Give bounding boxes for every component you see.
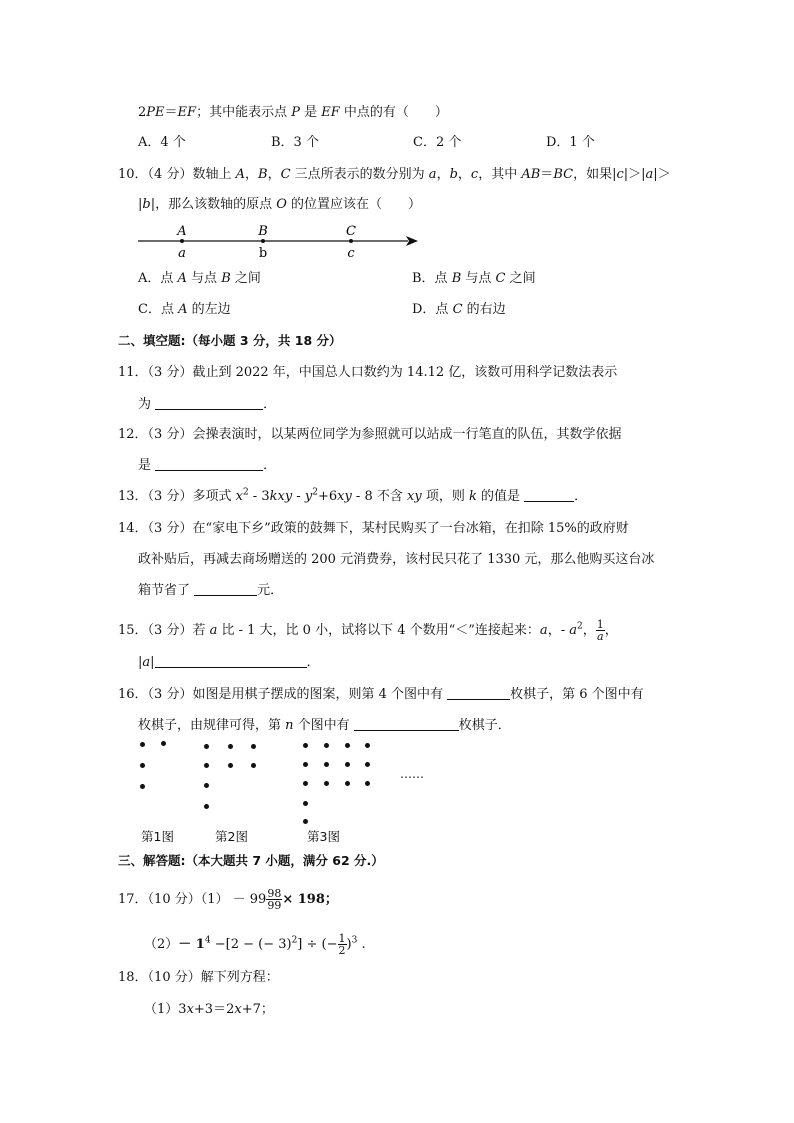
chess-piece: [365, 781, 370, 786]
q10-option-d: D．点 C 的右边: [412, 302, 506, 317]
chess-piece: [251, 763, 256, 768]
q11-stem-line1: 11．（3 分）截止到 2022 年，中国总人口数约为 14.12 亿，该数可用科学记数法表示: [118, 365, 618, 380]
number-line-point-b: [261, 239, 265, 243]
chess-piece: [204, 763, 209, 768]
chess-piece: [345, 743, 350, 748]
chess-piece: [140, 742, 145, 747]
chess-piece: [161, 741, 166, 746]
label-b: b: [258, 246, 268, 261]
q11-answer-blank[interactable]: [155, 396, 263, 410]
q15-answer-blank[interactable]: [155, 654, 307, 668]
q14-stem-line2: 政补贴后，再减去商场赠送的 200 元消费券，该村民只花了 1330 元，那么他购买这台冰: [138, 552, 655, 567]
figure-label-1: 第1图: [141, 829, 174, 844]
q16-stem-line2: 枚棋子，由规律可得，第 n 个图中有 枚棋子．: [138, 718, 511, 733]
chess-piece: [345, 762, 350, 767]
q10-stem-line2: |b|，那么该数轴的原点 O 的位置应该在（ ）: [138, 197, 422, 212]
q11-stem-line2: 为 ．: [138, 397, 277, 412]
q14-stem-line1: 14．（3 分）在“家电下乡”政策的鼓舞下，某村民购买了一台冰箱，在扣除 15%的政府财: [118, 521, 629, 536]
q12-stem-line2: 是 ．: [138, 458, 277, 473]
chess-piece: [140, 763, 145, 768]
label-c: c: [347, 246, 355, 261]
number-line-point-a: [180, 239, 184, 243]
chess-piece: [303, 801, 308, 806]
chess-piece: [228, 763, 233, 768]
q10-option-a: A．点 A 与点 B 之间: [138, 271, 261, 286]
q12-stem-line1: 12．（3 分）会操表演时，以某两位同学为参照就可以站成一行笔直的队伍，其数学依据: [118, 427, 622, 442]
q17-p2-fraction: $\frac{1}{2}$: [338, 932, 346, 957]
q17-p1-fraction: $\frac{98}{99}$: [267, 887, 282, 912]
figure-label-2: 第2图: [215, 829, 248, 844]
figure-ellipsis: ……: [400, 767, 424, 781]
q9-option-a: A．4 个: [138, 135, 186, 150]
q15-fraction: $\frac{1}{a}$: [596, 618, 604, 643]
q16-answer-blank-fig4[interactable]: [447, 686, 510, 700]
chess-piece: [303, 819, 308, 824]
chess-piece: [204, 744, 209, 749]
chess-piece: [345, 781, 350, 786]
chess-piece: [324, 781, 329, 786]
q9-option-b: B．3 个: [271, 135, 319, 150]
label-C: C: [346, 224, 356, 239]
q12-answer-blank[interactable]: [155, 457, 263, 471]
chess-piece: [204, 783, 209, 788]
q9-option-d: D．1 个: [546, 135, 595, 150]
label-A: A: [177, 224, 187, 239]
number-line-figure: [130, 220, 430, 262]
q10-stem-line1: 10．（4 分）数轴上 A，B，C 三点所表示的数分别为 a，b，c，其中 AB＝BC，如果|c|＞|a|＞: [118, 167, 671, 182]
q13-answer-blank[interactable]: [524, 488, 574, 502]
q13-stem: 13．（3 分）多项式 $x^2 - 3kxy - y^2+6xy - 8$ 不含 xy 项，则 k 的值是 ．: [118, 487, 588, 504]
q18-stem: 18．（10 分）解下列方程：: [118, 970, 279, 985]
q18-part1: （1）3x+3＝2x+7；: [144, 1002, 274, 1017]
chess-piece: [140, 784, 145, 789]
chess-piece: [324, 743, 329, 748]
q15-stem-line2: |a| ．: [138, 655, 320, 670]
section-heading-solve: 三、解答题:（本大题共 7 小题，满分 62 分.）: [118, 853, 384, 868]
chess-piece: [303, 762, 308, 767]
chess-piece: [303, 743, 308, 748]
number-line-point-c: [349, 239, 353, 243]
figure-label-3: 第3图: [307, 829, 340, 844]
chess-piece: [204, 804, 209, 809]
label-B: B: [258, 224, 268, 239]
q14-stem-line3: 箱节省了 元．: [138, 583, 284, 598]
q14-answer-blank[interactable]: [194, 582, 257, 596]
chess-piece: [365, 743, 370, 748]
chess-piece: [324, 762, 329, 767]
label-a: a: [178, 246, 186, 261]
chess-piece: [365, 762, 370, 767]
q10-option-c: C．点 A 的左边: [138, 302, 231, 317]
chess-piece: [228, 744, 233, 749]
q9-stem-line: 2PE＝EF；其中能表示点 P 是 EF 中点的有（ ）: [138, 105, 448, 120]
q16-stem-line1: 16．（3 分）如图是用棋子摆成的图案，则第 4 个图中有 枚棋子，第 6 个图中有: [118, 687, 644, 702]
q9-option-c: C．2 个: [413, 135, 462, 150]
q17-part2: $(2)- 1^4 -[2$ − (− 3)$^2$] ÷ (− $\frac{1}{2}$ )$^3$ .: [144, 932, 366, 957]
q15-stem-line1: 15．（3 分）若 a 比 - 1 大，比 0 小，试将以下 4 个数用“＜”连接起来：a，- $a^2$， $\frac{1}{a}$ ，: [118, 618, 618, 643]
section-heading-fill-in: 二、填空题:（每小题 3 分，共 18 分）: [118, 333, 342, 348]
chess-piece: [303, 781, 308, 786]
q16-answer-blank-nth[interactable]: [354, 717, 459, 731]
chess-piece: [251, 744, 256, 749]
q10-option-b: B．点 B 与点 C 之间: [412, 271, 536, 286]
q17-part1: 17．（10 分）（1） － 99 $\frac{98}{99}$ × 198；: [118, 887, 338, 912]
